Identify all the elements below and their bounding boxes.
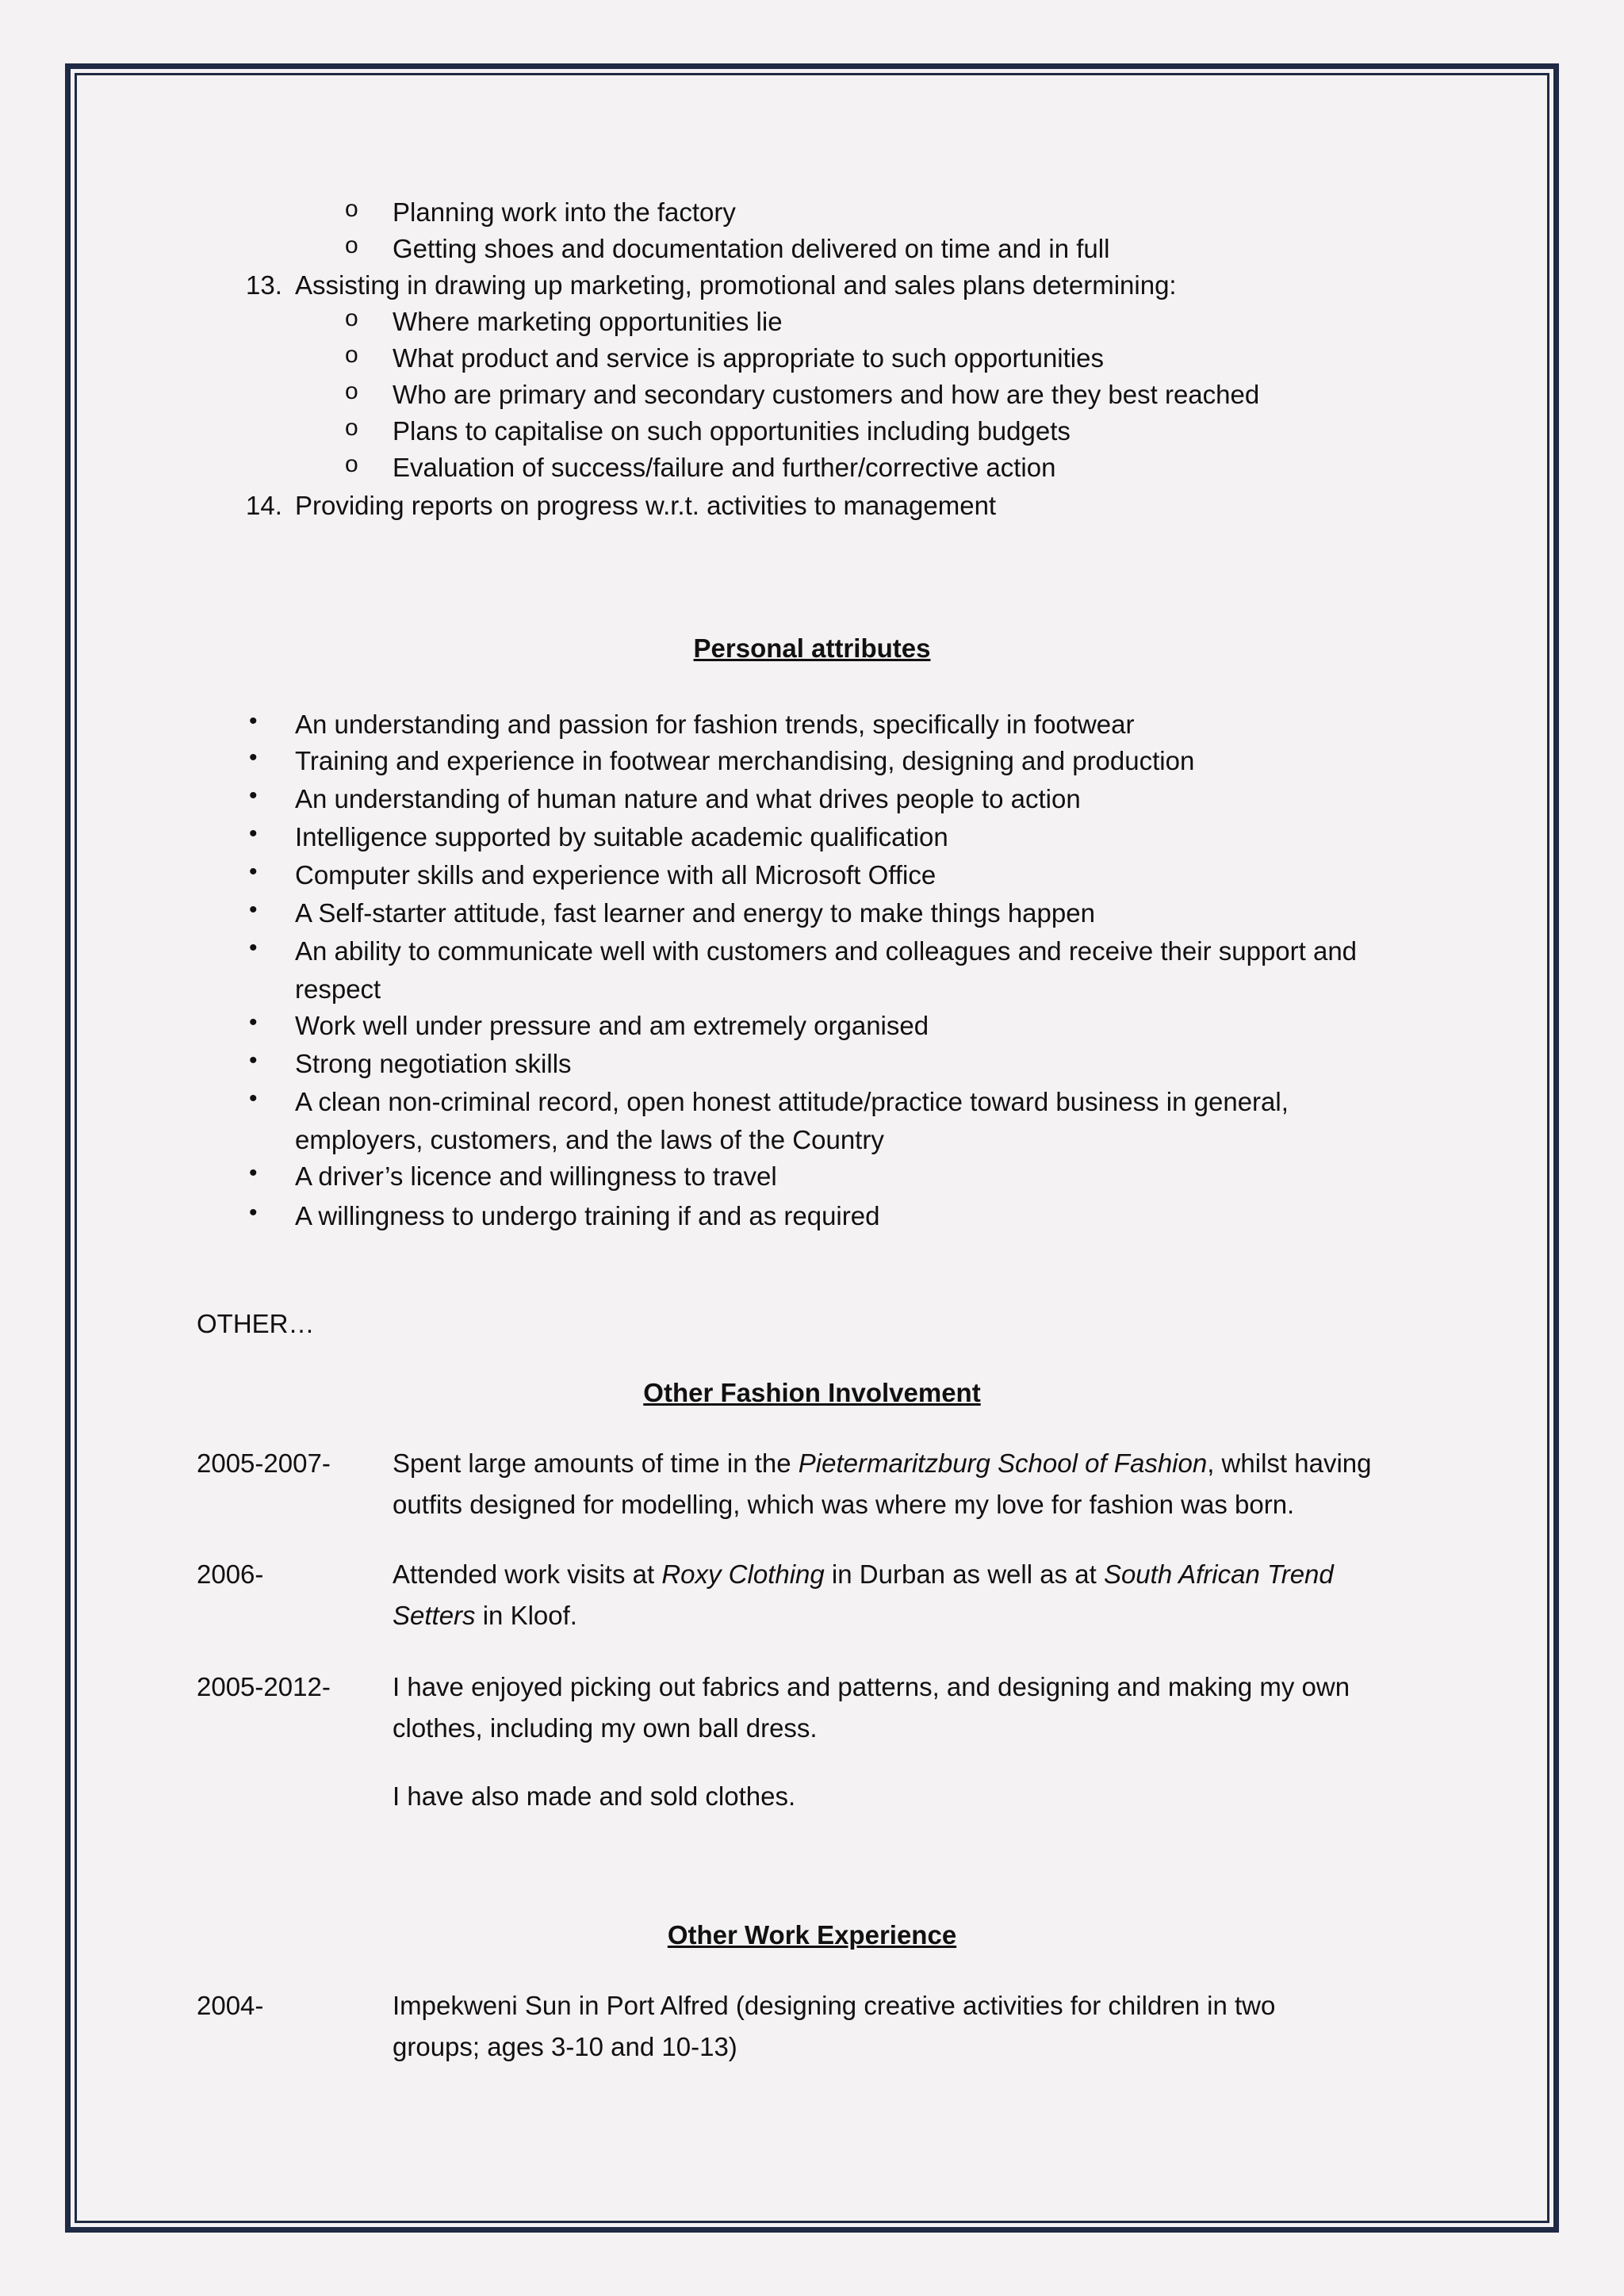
list-item: What product and service is appropriate to such opportunities xyxy=(393,343,1104,373)
bullet: • xyxy=(249,744,258,771)
bullet: • xyxy=(249,783,258,809)
list-item: Evaluation of success/failure and further/corrective action xyxy=(393,453,1056,482)
list-item: Who are primary and secondary customers and how are they best reached xyxy=(393,380,1260,409)
bullet: • xyxy=(249,859,258,885)
bullet: • xyxy=(249,821,258,847)
list-item: Getting shoes and documentation delivered on time and in full xyxy=(393,234,1110,263)
list-item: Plans to capitalise on such opportunities including budgets xyxy=(393,416,1071,446)
entry-year: 2005-2012- xyxy=(197,1672,331,1701)
list-item: A willingness to undergo training if and as required xyxy=(295,1201,880,1230)
entry-text: outfits designed for modelling, which was where my love for fashion was born. xyxy=(393,1490,1295,1519)
entry-year: 2005-2007- xyxy=(197,1448,331,1478)
entry-text: groups; ages 3-10 and 10-13) xyxy=(393,2032,737,2061)
bullet: • xyxy=(249,1047,258,1073)
bullet: • xyxy=(249,1200,258,1226)
bullet: • xyxy=(249,897,258,923)
sub-marker: o xyxy=(345,196,358,222)
list-item: Computer skills and experience with all Microsoft Office xyxy=(295,860,936,890)
entry-text: clothes, including my own ball dress. xyxy=(393,1713,818,1743)
italic-text: Roxy Clothing xyxy=(661,1559,825,1589)
list-item: Training and experience in footwear merchandising, designing and production xyxy=(295,746,1195,775)
sub-marker: o xyxy=(345,415,358,441)
entry-year: 2006- xyxy=(197,1559,264,1589)
entry-year: 2004- xyxy=(197,1991,264,2020)
sub-marker: o xyxy=(345,305,358,331)
bullet: • xyxy=(249,1009,258,1035)
other-label: OTHER… xyxy=(197,1309,315,1338)
section-heading-other-work: Other Work Experience xyxy=(667,1920,957,1950)
entry-text: Impekweni Sun in Port Alfred (designing creative activities for children in two xyxy=(393,1991,1276,2020)
section-heading-other-fashion: Other Fashion Involvement xyxy=(643,1378,981,1407)
list-item: Assisting in drawing up marketing, promotional and sales plans determining: xyxy=(295,270,1177,300)
list-item: Where marketing opportunities lie xyxy=(393,307,783,336)
list-item: Work well under pressure and am extremely organised xyxy=(295,1011,929,1040)
sub-marker: o xyxy=(345,232,358,258)
bullet: • xyxy=(249,935,258,961)
list-item: Planning work into the factory xyxy=(393,197,736,227)
entry-text: I have enjoyed picking out fabrics and patterns, and designing and making my own xyxy=(393,1672,1350,1701)
italic-text: Setters xyxy=(393,1601,476,1630)
list-item: A driver’s licence and willingness to travel xyxy=(295,1161,777,1191)
bullet: • xyxy=(249,1085,258,1112)
entry-text: Spent large amounts of time in the Pietermaritzburg School of Fashion, whilst having xyxy=(393,1448,1372,1478)
list-item: Intelligence supported by suitable academic qualification xyxy=(295,822,948,851)
italic-text: South African Trend xyxy=(1103,1559,1334,1589)
entry-text: I have also made and sold clothes. xyxy=(393,1781,796,1811)
list-item-continuation: employers, customers, and the laws of the Country xyxy=(295,1125,884,1154)
section-heading-personal-attributes: Personal attributes xyxy=(693,633,931,663)
list-number: 13. xyxy=(246,270,282,300)
list-item: An ability to communicate well with customers and colleagues and receive their support and xyxy=(295,936,1358,966)
list-item: Providing reports on progress w.r.t. activities to management xyxy=(295,491,997,520)
sub-marker: o xyxy=(345,378,358,404)
list-item: An understanding of human nature and what drives people to action xyxy=(295,784,1081,813)
list-item: An understanding and passion for fashion trends, specifically in footwear xyxy=(295,710,1135,739)
list-item: A clean non-criminal record, open honest attitude/practice toward business in general, xyxy=(295,1087,1289,1116)
list-number: 14. xyxy=(246,491,282,520)
entry-text: Setters in Kloof. xyxy=(393,1601,577,1630)
list-item: Strong negotiation skills xyxy=(295,1049,572,1078)
list-item-continuation: respect xyxy=(295,974,381,1004)
bullet: • xyxy=(249,1160,258,1186)
bullet: • xyxy=(249,708,258,734)
italic-text: Pietermaritzburg School of Fashion xyxy=(798,1448,1208,1478)
list-item: A Self-starter attitude, fast learner and energy to make things happen xyxy=(295,898,1095,928)
sub-marker: o xyxy=(345,451,358,477)
entry-text: Attended work visits at Roxy Clothing in Durban as well as at South African Trend xyxy=(393,1559,1334,1589)
sub-marker: o xyxy=(345,342,358,368)
